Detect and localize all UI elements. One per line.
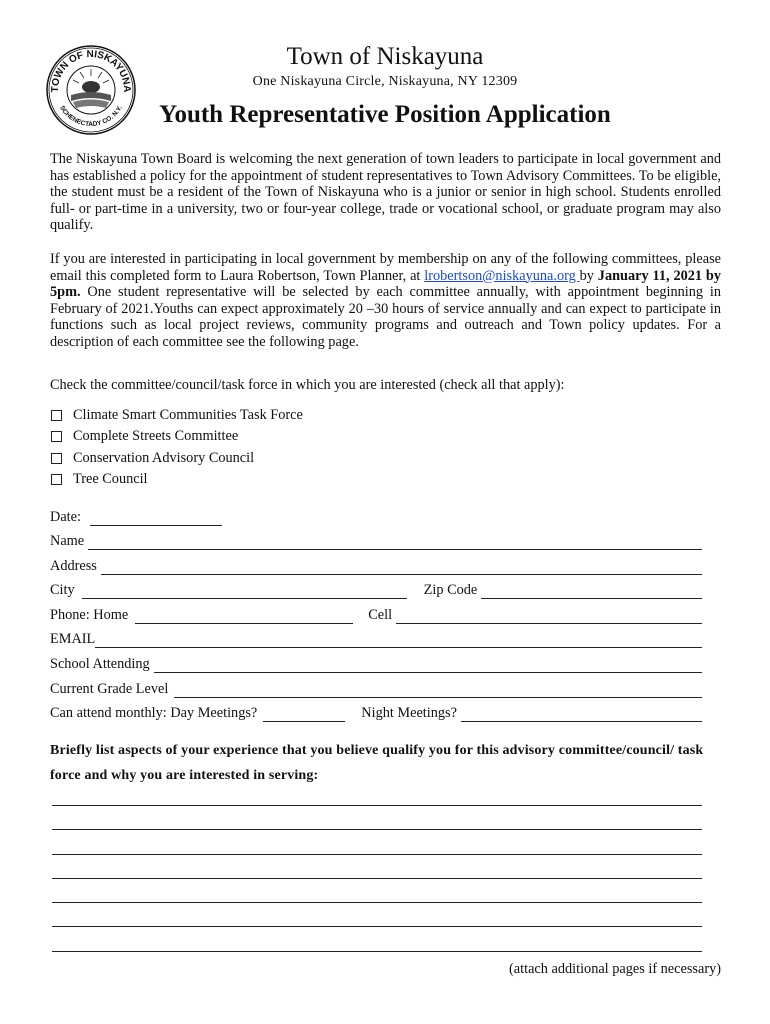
name-field[interactable] — [88, 536, 702, 550]
night-meetings-label: Night Meetings? — [361, 705, 457, 721]
city-label: City — [50, 582, 75, 598]
phone-row — [50, 606, 702, 624]
city-field[interactable] — [82, 585, 407, 599]
address-field[interactable] — [101, 561, 702, 575]
checkbox-icon[interactable] — [51, 453, 62, 464]
answer-line[interactable] — [52, 927, 702, 951]
committee-option[interactable] — [50, 448, 303, 469]
school-row — [50, 655, 702, 673]
zip-field[interactable] — [481, 585, 702, 599]
date-row — [50, 508, 702, 526]
committee-option-label: Complete Streets Committee — [73, 428, 239, 445]
email-field[interactable] — [95, 634, 702, 648]
instructions-text-1: If you are interested in participating in local government by membership on any of the following committees, please email this completed form to Laura Robertson, Town Planner, at — [50, 251, 721, 284]
experience-prompt: Briefly list aspects of your experience that you believe qualify you for this advisory committee/council/ task force and why you are interested in serving: — [50, 743, 704, 783]
checkbox-icon[interactable] — [51, 474, 62, 485]
intro-paragraph: The Niskayuna Town Board is welcoming the next generation of town leaders to participate in local government and has established a policy for the appointment of student representatives to Town Advisory Committees. To be eligible, the student must be a resident of the Town of Niskayuna who is a junior or senior in high school. Students enrolled full- or part-time in a university, two or four-year college, trade or vocational school, or graduate program may also qualify. — [50, 151, 721, 234]
answer-line[interactable] — [52, 879, 702, 903]
school-field[interactable] — [154, 659, 702, 673]
date-field[interactable] — [90, 512, 222, 526]
day-meetings-field[interactable] — [263, 708, 345, 722]
attach-note: (attach additional pages if necessary) — [509, 961, 721, 977]
committee-checklist — [50, 405, 303, 490]
zip-label: Zip Code — [423, 582, 478, 598]
committee-option[interactable] — [50, 426, 303, 447]
svg-text:SCHENECTADY CO. N.Y.: SCHENECTADY CO. N.Y. — [58, 104, 124, 129]
address-label: Address — [50, 558, 97, 574]
email-link[interactable]: lrobertson@niskayuna.org — [424, 267, 580, 284]
committee-option-label: Tree Council — [73, 471, 148, 488]
form-title: Youth Representative Position Application — [159, 101, 611, 128]
checkbox-icon[interactable] — [51, 410, 62, 421]
grade-field[interactable] — [174, 684, 702, 698]
date-label: Date: — [50, 509, 81, 525]
checkbox-icon[interactable] — [51, 431, 62, 442]
cell-field[interactable] — [396, 610, 702, 624]
answer-line[interactable] — [52, 855, 702, 879]
instructions-text-2: One student representative will be selected by each committee annually, with appointment beginning in February of 2021.Youths can expect approximately 20 –30 hours of service annually and can expect to participate in functions such as local project reviews, community programs and outreach and Town policy updates. For a description of each committee see the following page. — [50, 284, 721, 350]
experience-answer-area[interactable] — [52, 805, 702, 952]
grade-row — [50, 680, 702, 698]
night-meetings-field[interactable] — [461, 708, 702, 722]
answer-line[interactable] — [52, 903, 702, 927]
home-phone-label: Phone: Home — [50, 607, 129, 623]
name-label: Name — [50, 533, 85, 549]
address-row — [50, 557, 702, 575]
deadline-text: January 11, 2021 by 5pm. — [50, 267, 722, 301]
meetings-row — [50, 704, 702, 722]
town-address: One Niskayuna Circle, Niskayuna, NY 12309 — [252, 74, 518, 89]
instructions-by: by — [579, 267, 598, 284]
town-name: Town of Niskayuna — [286, 43, 484, 70]
committee-option[interactable] — [50, 405, 303, 426]
email-label: EMAIL — [50, 631, 96, 647]
instructions-paragraph — [50, 251, 721, 351]
cell-label: Cell — [368, 607, 393, 623]
answer-line[interactable] — [52, 806, 702, 830]
svg-text:TOWN OF NISKAYUNA: TOWN OF NISKAYUNA — [49, 48, 133, 93]
email-row — [50, 630, 702, 648]
committee-option-label: Climate Smart Communities Task Force — [73, 407, 303, 424]
school-label: School Attending — [50, 656, 150, 672]
committee-option[interactable] — [50, 469, 303, 490]
name-row — [50, 532, 702, 550]
home-phone-field[interactable] — [135, 610, 353, 624]
grade-label: Current Grade Level — [50, 681, 169, 697]
day-meetings-label: Can attend monthly: Day Meetings? — [50, 705, 258, 721]
committee-prompt: Check the committee/council/task force in which you are interested (check all that apply): — [50, 377, 565, 393]
committee-option-label: Conservation Advisory Council — [73, 449, 255, 466]
answer-line[interactable] — [52, 830, 702, 854]
city-zip-row — [50, 581, 702, 599]
